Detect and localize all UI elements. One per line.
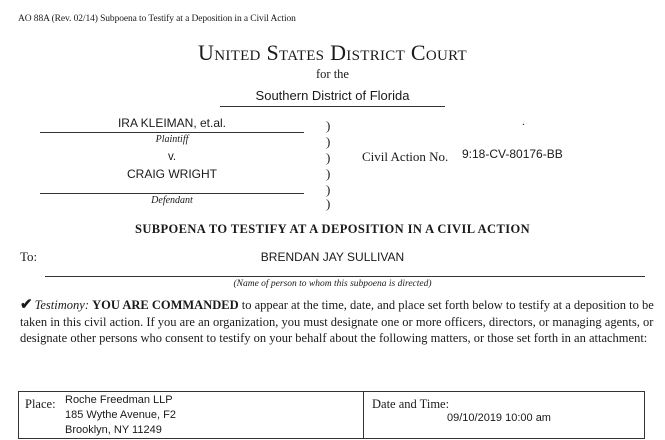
for-the-text: for the [316,67,349,81]
caption-paren: ) [326,150,331,165]
defendant-underline [40,193,304,194]
caption-paren: ) [326,134,331,149]
form-identifier: AO 88A (Rev. 02/14) Subpoena to Testify at a Deposition in a Civil Action [18,14,296,24]
document-title: SUBPOENA TO TESTIFY AT A DEPOSITION IN A CIVIL ACTION [134,222,531,236]
table-divider [363,392,364,438]
plaintiff-label: Plaintiff [155,134,189,145]
place-address [65,393,176,438]
place-line: Brooklyn, NY 11249 [65,424,162,436]
to-label: To: [20,249,38,264]
testimony-paragraph [20,297,655,347]
place-line: 185 Wythe Avenue, F2 [65,409,176,421]
recipient-note: (Name of person to whom this subpoena is directed) [233,279,432,289]
date-time-label: Date and Time: [372,397,450,411]
checkmark-icon: ✔ [20,297,33,313]
date-time-value: 09/10/2019 10:00 am [447,412,551,424]
caption-paren: ) [326,118,331,133]
plaintiff-underline [40,132,304,133]
caption-paren: ) [326,166,331,181]
commanded-text: YOU ARE COMMANDED [92,298,239,312]
civil-action-label: Civil Action No. [362,149,449,164]
district-name: Southern District of Florida [255,88,410,103]
caption-paren: ) [326,196,331,211]
versus-text: v. [167,151,177,163]
civil-action-number: 9:18-CV-80176-BB [462,147,563,161]
caption-paren: ) [326,182,331,197]
recipient-underline [45,276,645,277]
defendant-name: CRAIG WRIGHT [127,167,217,181]
testimony-label: Testimony: [34,298,89,312]
testimony-text: to appear at the time, date, and place set forth below to testify at a deposition to be taken in this civil action. If you are an organization, you must designate one or more officers, directors, or managing agents, or designate other persons who consent to testify on your behalf about the following matters, or those set forth in an attachment: [20,298,654,345]
plaintiff-name: IRA KLEIMAN, et.al. [117,116,227,130]
place-label: Place: [25,397,56,411]
recipient-name: BRENDAN JAY SULLIVAN [260,250,405,264]
stray-mark: . [522,114,525,128]
district-underline [220,106,445,107]
place-date-table [18,391,645,439]
place-line: Roche Freedman LLP [65,394,173,406]
defendant-label: Defendant [151,195,193,206]
court-title: United States District Court [198,40,467,65]
